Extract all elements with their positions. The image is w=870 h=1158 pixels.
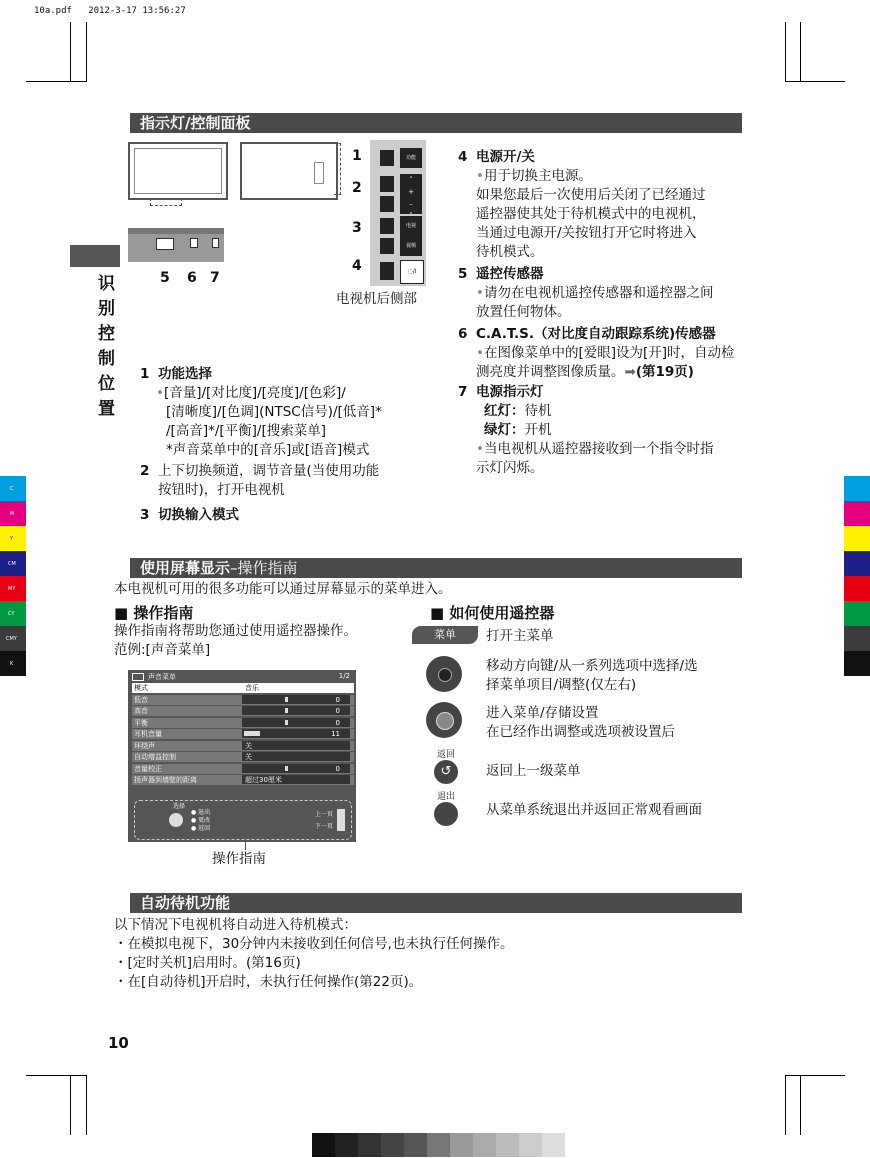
- crop-mark: [86, 22, 87, 82]
- tv-front-panel-zoom: [128, 228, 224, 262]
- guide-heading: ■ 操作指南: [114, 604, 194, 622]
- color-patch-magenta: M: [0, 501, 26, 526]
- remote-item-return: 返回上一级菜单: [486, 763, 581, 779]
- color-patch-magenta: [844, 501, 870, 526]
- menu-row-label: 耳机音量: [134, 730, 162, 738]
- power-label: ◌/I: [400, 260, 424, 284]
- power-led: [212, 238, 219, 248]
- dpad-icon: [169, 813, 183, 827]
- crop-mark: [785, 81, 845, 82]
- menu-row-label: 平衡: [134, 718, 148, 727]
- slider-marker: [285, 720, 288, 725]
- slider-marker: [285, 766, 288, 771]
- tv-rear-caption: 电视机后侧部: [336, 291, 417, 307]
- guide-example: 范例:[声音菜单]: [114, 642, 211, 658]
- gray-patch: [312, 1133, 335, 1157]
- slider-marker: [244, 731, 260, 736]
- crop-mark: [800, 22, 801, 82]
- color-patch-yellow: Y: [0, 526, 26, 551]
- crop-mark: [785, 22, 786, 82]
- color-patch-darkgray: [844, 626, 870, 651]
- callout-4: 4: [352, 258, 362, 274]
- remote-item-exit: 从菜单系统退出并返回正常观看画面: [486, 802, 702, 818]
- items-left: [140, 365, 430, 525]
- page-scroll-icon: [337, 809, 345, 831]
- av-input-button: [380, 238, 394, 254]
- menu-row-value: 关: [242, 752, 350, 761]
- return-icon: ↺: [434, 760, 458, 784]
- osd-intro: 本电视机可用的很多功能可以通过屏幕显示的菜单进入。: [114, 581, 452, 597]
- menu-row-value: 0: [242, 764, 350, 773]
- menu-row-value: 0: [242, 695, 350, 704]
- remote-sensor-window: [156, 238, 174, 250]
- color-patch-blue: CM: [0, 551, 26, 576]
- items-right: 4 电源开/关 •用于切换主电源。 如果您最后一次使用后关闭了已经通过 遥控器使其处于待机模式中的电视机， 当通过电源开/关按钮打开它时将进入 待机模式。 5 遥控传感器 •请勿在电视机遥控传感器和遥控器之间 放置任何物体。 6 C.A.T.S.（对比度自动跟踪系统)传感器 •在图像菜单中的[爱眼]设为[开]时，自动检 测亮度并调整图像质量。➡(第19页) 7 电源指示灯 红灯：待机 绿灯：开机 •当电视机从遥控器接收到一个指令时指 示灯闪烁。: [458, 148, 748, 478]
- side-tab-marker: [70, 245, 120, 267]
- gray-patch: [496, 1133, 519, 1157]
- color-patch-cyan: C: [0, 476, 26, 501]
- gray-patch: [427, 1133, 450, 1157]
- menu-row-value: 0: [242, 706, 350, 715]
- input-labels: 电视 视频: [400, 216, 422, 256]
- item-3: 3 切换输入模式: [140, 507, 239, 523]
- menu-row-label: 环绕声: [134, 741, 155, 750]
- menu-row-label: 模式: [134, 684, 148, 692]
- function-label: 功能: [400, 148, 422, 168]
- item-1-details: •[音量]/[对比度]/[亮度]/[色彩]/ [清晰度]/[色调](NTSC信号)/[低音]* /[高音]*/[平衡]/[搜索菜单] *声音菜单中的[音乐]或[语音]模式: [156, 385, 382, 458]
- file-name: 10a.pdf: [34, 6, 72, 16]
- side-control-panel: [370, 140, 426, 286]
- guide-pointer: [245, 842, 246, 850]
- section-header-osd: 使用屏幕显示–操作指南: [130, 558, 742, 578]
- tv-front-illustration: [128, 142, 228, 200]
- arrow-right-icon: ➡: [624, 364, 636, 380]
- crop-mark: [800, 1075, 801, 1135]
- menu-row[interactable]: [132, 683, 354, 693]
- guide-select: 选择: [173, 803, 186, 810]
- menu-row[interactable]: [132, 695, 354, 705]
- callout-1: 1: [352, 148, 362, 164]
- item-1: 1 功能选择: [140, 366, 212, 382]
- color-patch-yellow: [844, 526, 870, 551]
- crop-mark: [785, 1075, 845, 1076]
- item-4: 4 电源开/关: [458, 149, 535, 165]
- dpad-remote-icon: [426, 656, 462, 692]
- menu-row[interactable]: [132, 764, 354, 774]
- color-patch-blue: [844, 551, 870, 576]
- menu-row[interactable]: [132, 775, 354, 785]
- menu-row-value: 0: [242, 718, 350, 727]
- ok-remote-icon: [426, 702, 462, 738]
- item-2: 2 上下切换频道，调节音量(当使用功能: [140, 463, 380, 479]
- gray-patch: [404, 1133, 427, 1157]
- color-patch-green: [844, 601, 870, 626]
- color-patch-red: MY: [0, 576, 26, 601]
- gray-patch: [358, 1133, 381, 1157]
- tv-rear-illustration: [240, 142, 338, 200]
- color-patch-red: [844, 576, 870, 601]
- guide-caption: 操作指南: [212, 851, 266, 867]
- gray-patch: [473, 1133, 496, 1157]
- crop-mark: [70, 22, 71, 82]
- crop-mark: [86, 1075, 87, 1135]
- return-label: 返回: [437, 750, 456, 760]
- menu-row[interactable]: [132, 741, 354, 751]
- menu-row[interactable]: [132, 706, 354, 716]
- crop-mark: [785, 1075, 786, 1135]
- item-2-cont: 按钮时)，打开电视机: [158, 482, 285, 498]
- function-button: [380, 150, 394, 166]
- exit-label: 退出: [437, 792, 456, 802]
- menu-row[interactable]: [132, 718, 354, 728]
- crop-mark: [26, 81, 86, 82]
- gray-patch: [381, 1133, 404, 1157]
- exit-icon: [434, 802, 458, 826]
- remote-item-dpad: 移动方向键/从一系列选项中选择/选 择菜单项目/调整(仅左右): [486, 658, 698, 693]
- guide-text: 操作指南将帮助您通过使用遥控器操作。: [114, 623, 357, 639]
- crop-mark: [70, 1075, 71, 1135]
- menu-row-label: 高音: [134, 707, 148, 715]
- tv-input-button: [380, 218, 394, 234]
- file-datetime: 2012-3-17 13:56:27: [88, 6, 186, 16]
- color-patch-black: K: [0, 651, 26, 676]
- side-tab-label: 识 别 控 制 位 置: [98, 274, 115, 419]
- menu-page: 1/2: [338, 672, 350, 680]
- menu-row-value: 关: [242, 741, 350, 750]
- power-button: [380, 262, 394, 280]
- gray-patch: [542, 1133, 565, 1157]
- tv-front-detail-marker: [150, 198, 182, 206]
- down-button: [380, 196, 394, 212]
- menu-row[interactable]: [132, 729, 354, 739]
- tv-rear-detail-marker: [334, 143, 341, 195]
- remote-item-ok: 进入菜单/存储设置 在已经作出调整或选项被设置后: [486, 705, 675, 740]
- section-header-indicators: 指示灯/控制面板: [130, 113, 742, 133]
- gray-patch: [519, 1133, 542, 1157]
- color-patch-green: CY: [0, 601, 26, 626]
- color-patch-black: [844, 651, 870, 676]
- menu-row[interactable]: [132, 752, 354, 762]
- callout-2: 2: [352, 180, 362, 196]
- menu-title: 声音菜单: [132, 672, 176, 682]
- item-5: 5 遥控传感器: [458, 266, 544, 282]
- auto-standby-text: 以下情况下电视机将自动进入待机模式： ・在模拟电视下，30分钟内未接收到任何信号,也未执行任何操作。 ・[定时关机]启用时。(第16页) ・在[自动待机]开启时，未执行任何操作(第22页)。: [114, 917, 514, 990]
- menu-row-value: 11: [242, 729, 350, 738]
- menu-row-label: 自动增益控制: [134, 753, 176, 761]
- menu-row-label: 音量校正: [134, 764, 162, 773]
- gray-patch: [335, 1133, 358, 1157]
- up-button: [380, 176, 394, 192]
- callout-3: 3: [352, 220, 362, 236]
- remote-item-menu: 打开主菜单: [486, 628, 554, 644]
- slider-marker: [285, 697, 288, 702]
- slider-marker: [285, 708, 288, 713]
- callout-7: 7: [210, 270, 220, 286]
- menu-row-label: 低音: [134, 695, 148, 704]
- menu-guide-area: [134, 800, 352, 840]
- callout-6: 6: [187, 270, 197, 286]
- menu-button-icon: 菜单: [412, 626, 478, 644]
- page-number: 10: [108, 1034, 129, 1052]
- item-6: 6 C.A.T.S.（对比度自动跟踪系统)传感器: [458, 326, 716, 342]
- cats-sensor: [190, 238, 198, 248]
- gray-patch: [450, 1133, 473, 1157]
- color-patch-cyan: [844, 476, 870, 501]
- callout-5: 5: [160, 270, 170, 286]
- color-patch-darkgray: CMY: [0, 626, 26, 651]
- guide-items: ● 退出 ● 更改 ● 返回: [191, 809, 211, 832]
- page-nav: 上一页 下一页: [314, 811, 333, 830]
- updown-label: ˄ + –: [400, 174, 422, 214]
- item-7: 7 电源指示灯: [458, 384, 544, 400]
- remote-heading: ■ 如何使用遥控器: [430, 604, 555, 622]
- sound-menu-icon: [132, 673, 144, 681]
- crop-mark: [26, 1075, 86, 1076]
- menu-row-label: 扬声器到墙壁的距离: [134, 776, 197, 784]
- section-header-auto-standby: 自动待机功能: [130, 893, 742, 913]
- file-header: [34, 2, 186, 20]
- menu-row-value: 音乐: [242, 683, 350, 692]
- menu-row-value: 超过30厘米: [242, 775, 350, 784]
